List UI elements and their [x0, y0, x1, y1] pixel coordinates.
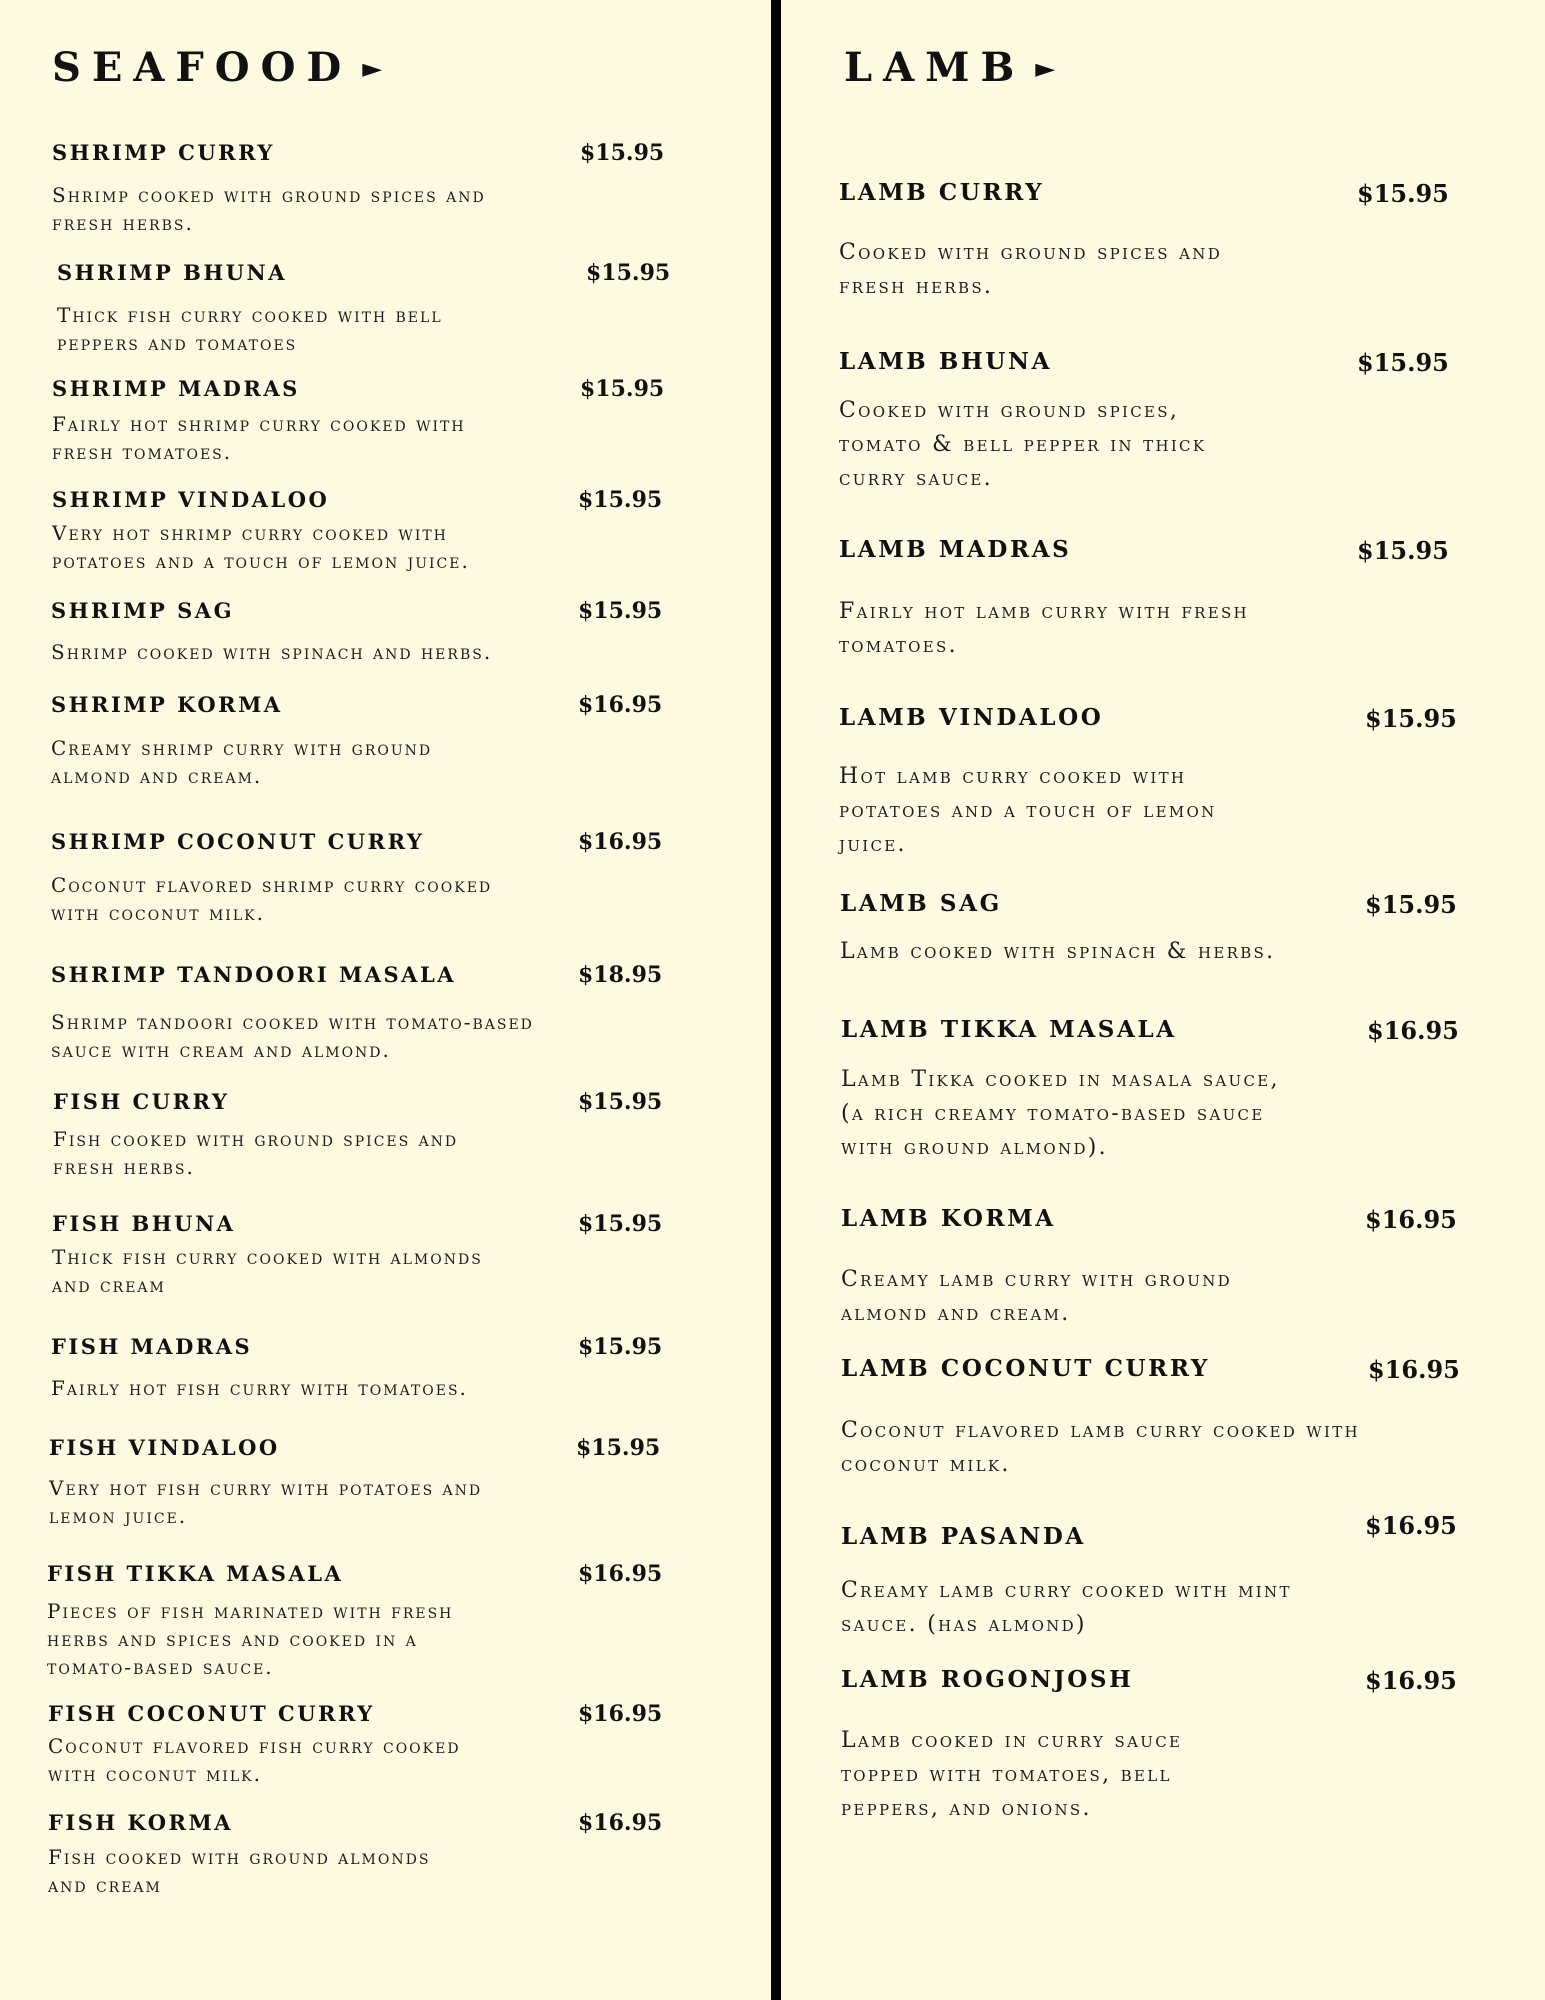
column-divider: [771, 0, 781, 2000]
menu-item-description: [841, 1063, 1280, 1165]
description-line: potatoes and a touch of lemon: [839, 798, 1217, 823]
menu-item-name: LAMB ROGONJOSH: [841, 1666, 1134, 1693]
description-line: potatoes and a touch of lemon juice.: [52, 549, 470, 573]
menu-item-name: SHRIMP KORMA: [51, 692, 283, 717]
menu-item-name: LAMB MADRAS: [839, 536, 1072, 563]
description-line: tomato-based sauce.: [47, 1655, 274, 1679]
menu-item-name: SHRIMP TANDOORI MASALA: [51, 962, 457, 987]
menu-item-name: LAMB TIKKA MASALA: [841, 1016, 1177, 1043]
menu-item-name: LAMB BHUNA: [839, 348, 1053, 375]
description-line: fresh herbs.: [53, 1155, 195, 1179]
menu-item-name: SHRIMP MADRAS: [52, 376, 300, 401]
description-line: juice.: [839, 832, 907, 857]
menu-item-description: [841, 1263, 1232, 1331]
menu-item-price: $15.95: [580, 140, 665, 166]
description-line: fresh herbs.: [839, 274, 994, 299]
description-line: with ground almond).: [841, 1135, 1108, 1160]
menu-item-description: [53, 1125, 458, 1181]
menu-item-description: [839, 236, 1222, 304]
menu-item-price: $15.95: [1357, 348, 1449, 377]
description-line: Creamy lamb curry with ground: [841, 1267, 1232, 1292]
menu-item-description: [52, 181, 486, 237]
menu-item-price: $15.95: [578, 1211, 663, 1237]
menu-item-description: [841, 1574, 1292, 1642]
menu-item-price: $16.95: [578, 829, 663, 855]
description-line: Lamb cooked in curry sauce: [841, 1728, 1183, 1753]
menu-item-description: [52, 519, 470, 575]
menu-item-description: [52, 1243, 483, 1299]
menu-item-price: $18.95: [578, 962, 663, 988]
menu-item-description: [839, 760, 1217, 862]
menu-item-name: FISH CURRY: [53, 1089, 230, 1114]
description-line: almond and cream.: [841, 1301, 1071, 1326]
description-line: Coconut flavored lamb curry cooked with: [841, 1418, 1360, 1443]
menu-item-name: SHRIMP VINDALOO: [52, 487, 330, 512]
description-line: sauce. (has almond): [841, 1612, 1087, 1637]
description-line: Lamb cooked with spinach & herbs.: [840, 939, 1276, 964]
description-line: Fairly hot lamb curry with fresh: [839, 599, 1249, 624]
description-line: almond and cream.: [51, 764, 263, 788]
description-line: and cream: [52, 1273, 166, 1297]
description-line: Coconut flavored fish curry cooked: [48, 1734, 461, 1758]
description-line: Fish cooked with ground almonds: [48, 1845, 431, 1869]
description-line: with coconut milk.: [48, 1762, 262, 1786]
seafood-heading: [52, 44, 383, 91]
menu-item-name: LAMB SAG: [840, 890, 1002, 917]
description-line: Coconut flavored shrimp curry cooked: [51, 873, 493, 897]
menu-item-description: [839, 394, 1206, 496]
menu-item-description: [51, 1008, 534, 1064]
menu-item-name: LAMB PASANDA: [841, 1523, 1086, 1550]
description-line: with coconut milk.: [51, 901, 265, 925]
menu-item-price: $16.95: [1365, 1666, 1457, 1695]
menu-item-name: FISH VINDALOO: [49, 1435, 280, 1460]
menu-item-price: $15.95: [578, 598, 663, 624]
menu-item-description: [49, 1474, 482, 1530]
menu-item-name: LAMB CURRY: [839, 179, 1045, 206]
description-line: fresh tomatoes.: [52, 440, 233, 464]
menu-item-name: FISH COCONUT CURRY: [48, 1701, 375, 1726]
menu-item-name: SHRIMP SAG: [51, 598, 235, 623]
description-line: Cooked with ground spices,: [839, 398, 1180, 423]
description-line: tomato & bell pepper in thick: [839, 432, 1207, 457]
description-line: Thick fish curry cooked with bell: [57, 303, 443, 327]
description-line: peppers and tomatoes: [57, 331, 298, 355]
menu-item-price: $15.95: [578, 1089, 663, 1115]
menu-item-description: [841, 1414, 1360, 1482]
menu-item-name: LAMB KORMA: [841, 1205, 1056, 1232]
menu-item-description: [57, 301, 443, 357]
description-line: Pieces of fish marinated with fresh: [47, 1599, 454, 1623]
menu-item-description: [52, 410, 466, 466]
menu-item-price: $16.95: [578, 1561, 663, 1587]
menu-item-name: SHRIMP CURRY: [52, 140, 275, 165]
description-line: herbs and spices and cooked in a: [47, 1627, 418, 1651]
menu-item-description: [47, 1597, 453, 1681]
menu-item-price: $15.95: [1357, 179, 1449, 208]
arrow-right-icon: ►: [362, 54, 383, 84]
menu-item-price: $16.95: [1367, 1016, 1459, 1045]
description-line: Fairly hot fish curry with tomatoes.: [51, 1376, 468, 1400]
menu-item-price: $16.95: [578, 1810, 663, 1836]
description-line: Shrimp cooked with ground spices and: [52, 183, 486, 207]
menu-item-price: $15.95: [578, 487, 663, 513]
description-line: Cooked with ground spices and: [839, 240, 1223, 265]
description-line: Creamy lamb curry cooked with mint: [841, 1578, 1292, 1603]
menu-item-description: [841, 1724, 1182, 1826]
description-line: tomatoes.: [839, 633, 958, 658]
lamb-heading: [844, 44, 1056, 91]
menu-item-description: [51, 1374, 468, 1402]
menu-item-name: FISH KORMA: [48, 1810, 234, 1835]
description-line: Very hot shrimp curry cooked with: [52, 521, 448, 545]
arrow-right-icon: ►: [1035, 54, 1056, 84]
menu-item-price: $15.95: [1365, 890, 1457, 919]
description-line: curry sauce.: [839, 466, 993, 491]
menu-item-price: $15.95: [578, 1334, 663, 1360]
menu-item-name: LAMB COCONUT CURRY: [841, 1355, 1210, 1382]
menu-item-description: [48, 1843, 430, 1899]
menu-item-price: $15.95: [576, 1435, 661, 1461]
menu-item-description: [51, 734, 432, 790]
lamb-title: LAMB: [844, 44, 1026, 91]
description-line: Shrimp tandoori cooked with tomato-based: [51, 1010, 534, 1034]
menu-item-price: $16.95: [1365, 1511, 1457, 1540]
menu-item-name: FISH TIKKA MASALA: [47, 1561, 344, 1586]
description-line: peppers, and onions.: [841, 1796, 1092, 1821]
description-line: Fish cooked with ground spices and: [53, 1127, 459, 1151]
description-line: lemon juice.: [49, 1504, 188, 1528]
menu-item-price: $15.95: [1365, 704, 1457, 733]
menu-item-price: $16.95: [578, 1701, 663, 1727]
menu-item-description: [839, 595, 1249, 663]
menu-item-price: $15.95: [586, 260, 671, 286]
menu-item-description: [51, 638, 492, 666]
description-line: Creamy shrimp curry with ground: [51, 736, 433, 760]
description-line: fresh herbs.: [52, 211, 194, 235]
menu-item-price: $15.95: [580, 376, 665, 402]
description-line: (a rich creamy tomato-based sauce: [841, 1101, 1265, 1126]
description-line: Very hot fish curry with potatoes and: [49, 1476, 483, 1500]
description-line: Fairly hot shrimp curry cooked with: [52, 412, 466, 436]
menu-item-description: [48, 1732, 461, 1788]
description-line: Shrimp cooked with spinach and herbs.: [51, 640, 493, 664]
menu-item-name: FISH BHUNA: [52, 1211, 236, 1236]
menu-item-name: LAMB VINDALOO: [839, 704, 1104, 731]
description-line: coconut milk.: [841, 1452, 1011, 1477]
menu-item-price: $15.95: [1357, 536, 1449, 565]
menu-item-name: SHRIMP BHUNA: [57, 260, 288, 285]
description-line: Thick fish curry cooked with almonds: [52, 1245, 483, 1269]
menu-item-name: FISH MADRAS: [51, 1334, 253, 1359]
menu-item-price: $16.95: [1368, 1355, 1460, 1384]
menu-item-price: $16.95: [1365, 1205, 1457, 1234]
menu-item-price: $16.95: [578, 692, 663, 718]
menu-item-description: [840, 935, 1275, 969]
description-line: Lamb Tikka cooked in masala sauce,: [841, 1067, 1280, 1092]
menu-item-name: SHRIMP COCONUT CURRY: [51, 829, 425, 854]
description-line: and cream: [48, 1873, 162, 1897]
description-line: topped with tomatoes, bell: [841, 1762, 1172, 1787]
description-line: sauce with cream and almond.: [51, 1038, 391, 1062]
seafood-title: SEAFOOD: [52, 44, 353, 91]
menu-item-description: [51, 871, 492, 927]
description-line: Hot lamb curry cooked with: [839, 764, 1187, 789]
